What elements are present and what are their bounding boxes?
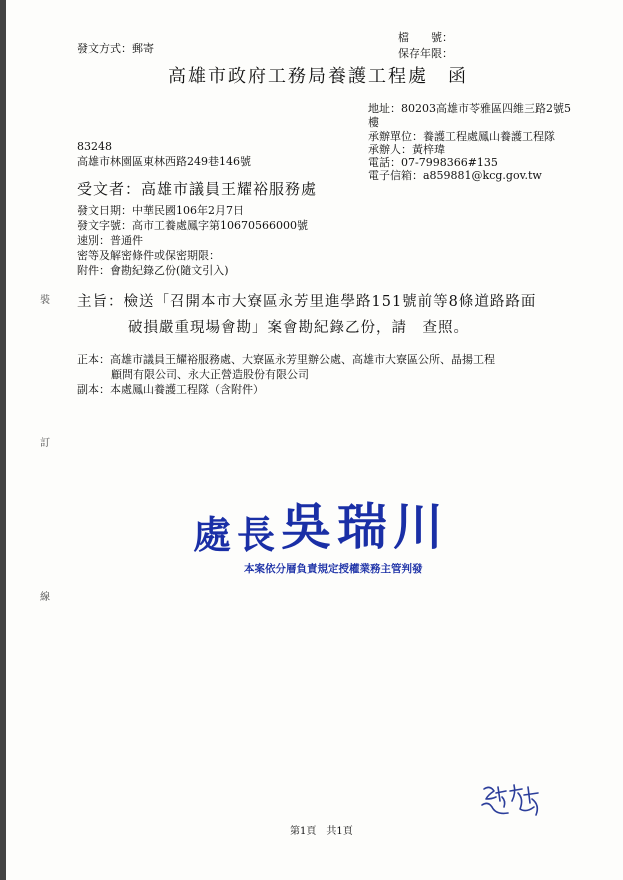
document-title: 高雄市政府工務局養護工程處 函 — [168, 66, 468, 87]
binding-mark-middle: 訂 — [40, 438, 50, 449]
stamp-name: 吳瑞川 — [281, 497, 450, 556]
security-level: 密等及解密條件或保密期限： — [77, 249, 220, 262]
recipient: 受文者：高雄市議員王耀裕服務處 — [77, 180, 318, 198]
main-recipients-line-2: 顧問有限公司、永大正營造股份有限公司 — [111, 368, 309, 381]
attachment: 附件：會勘紀錄乙份(隨文引入) — [77, 264, 229, 277]
director-seal-stamp — [193, 487, 449, 559]
stamp-title: 處長 — [193, 512, 282, 557]
document-number: 發文字號：高市工養處鳳字第10670566000號 — [77, 219, 308, 232]
subject-line-2: 破損嚴重現場會勘」案會勘紀錄乙份，請 查照。 — [128, 320, 469, 336]
phone: 電話：07-7998366#135 — [368, 156, 498, 169]
retention-period-label: 保存年限： — [398, 47, 453, 60]
sender-address-continued: 樓 — [368, 116, 379, 129]
page-number: 第1頁 共1頁 — [290, 826, 353, 837]
copy-recipients: 副本：本處鳳山養護工程隊（含附件） — [77, 383, 264, 396]
scan-edge — [0, 0, 6, 880]
dispatch-method: 發文方式：郵寄 — [77, 42, 154, 55]
handwritten-signature — [478, 779, 548, 824]
handling-unit: 承辦單位：養護工程處鳳山養護工程隊 — [368, 130, 555, 143]
email: 電子信箱：a859881@kcg.gov.tw — [368, 169, 542, 182]
binding-mark-bottom: 線 — [40, 592, 50, 603]
issue-date: 發文日期：中華民國106年2月7日 — [77, 204, 244, 217]
main-recipients-line-1: 正本：高雄市議員王耀裕服務處、大寮區永芳里辦公處、高雄市大寮區公所、晶揚工程 — [77, 353, 495, 366]
recipient-postcode: 83248 — [77, 140, 112, 153]
sender-address: 地址：80203高雄市苓雅區四維三路2號5 — [368, 102, 571, 115]
binding-mark-top: 裝 — [40, 295, 50, 306]
stamp-authorization-note: 本案依分層負責規定授權業務主管判發 — [244, 563, 423, 575]
file-number-label: 檔 號： — [398, 31, 453, 44]
delivery-speed: 速別：普通件 — [77, 234, 143, 247]
recipient-street-address: 高雄市林園區東林西路249巷146號 — [77, 155, 251, 168]
handling-officer: 承辦人：黃梓瑋 — [368, 143, 445, 156]
subject-line-1: 主旨：檢送「召開本市大寮區永芳里進學路151號前等8條道路路面 — [77, 294, 537, 310]
